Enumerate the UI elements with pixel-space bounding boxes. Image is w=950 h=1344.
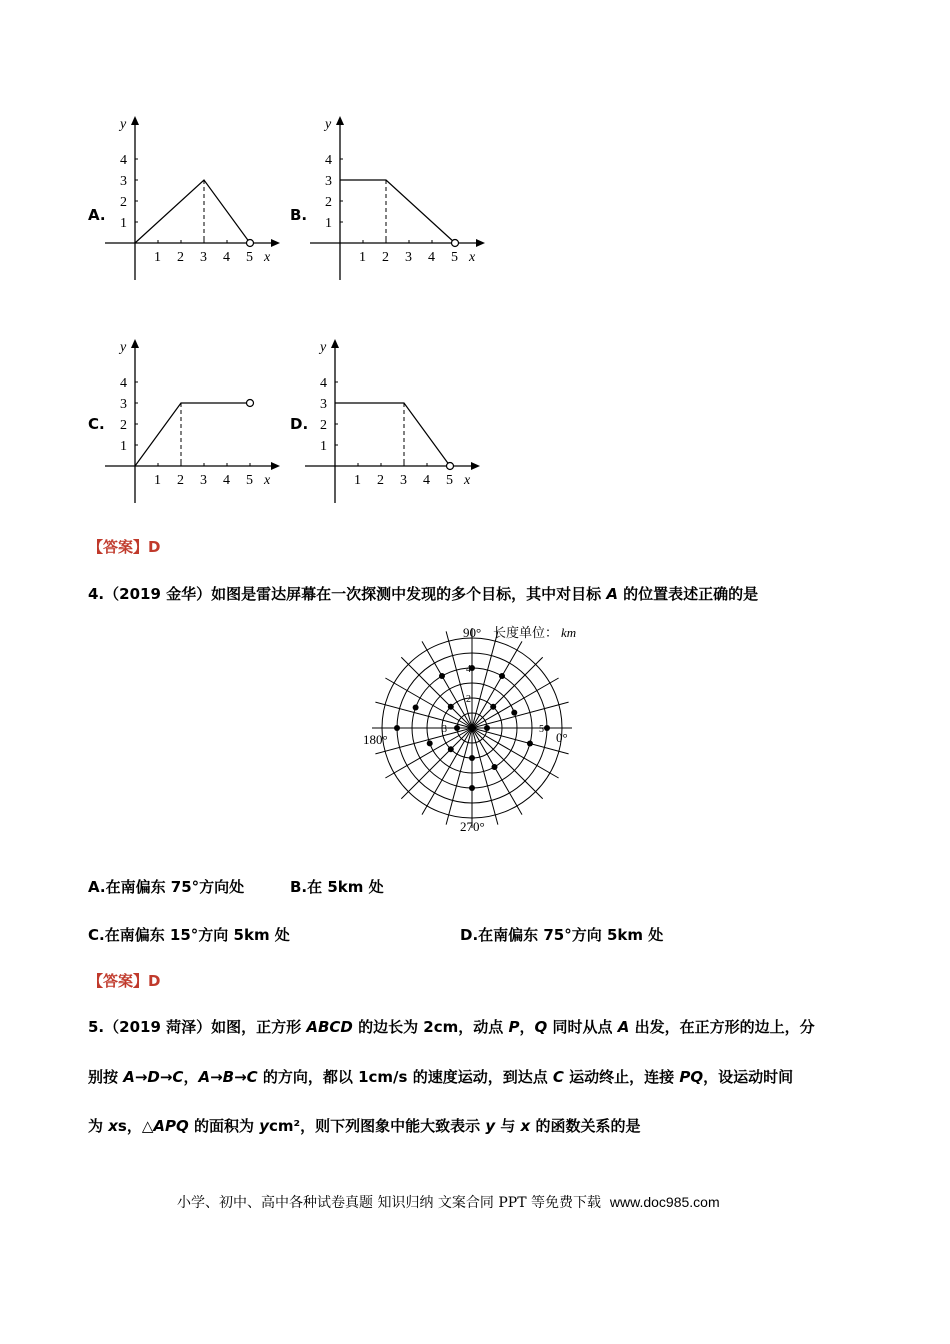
choice-d: D.在南偏东 75°方向 5km 处: [460, 926, 664, 944]
footer-text: 小学、初中、高中各种试卷真题 知识归纳 文案合同 PPT 等免费下载: [177, 1195, 601, 1211]
radar-ray: [375, 702, 472, 728]
radar-ray: [472, 657, 543, 728]
y-tick-label: 4: [120, 376, 127, 391]
option-a-label: A.: [88, 206, 106, 224]
radar-ray: [375, 728, 472, 754]
radar-ray: [472, 702, 569, 728]
footer-url[interactable]: www.doc985.com: [609, 1194, 720, 1210]
y-tick-label: 2: [120, 418, 127, 433]
radar-target: [544, 725, 550, 731]
radar-label-unit: 长度单位：: [493, 625, 559, 640]
radar-target: [454, 725, 460, 731]
question-5-line-2: 别按 A→D→C，A→B→C 的方向，都以 1cm/s 的速度运动，到达点 C 运动终止，连接 PQ，设运动时间: [88, 1068, 794, 1086]
x-tick-label: 2: [382, 250, 389, 265]
x-tick-label: 4: [428, 250, 435, 265]
y-tick-label: 3: [120, 174, 127, 189]
radar-ring-label: 4: [466, 664, 471, 675]
radar-ray: [472, 728, 543, 799]
y-tick-label: 1: [320, 439, 327, 454]
choice-a: A.在南偏东 75°方向处: [88, 878, 245, 896]
graph-option-b: [305, 110, 495, 289]
y-tick-label: 3: [320, 397, 327, 412]
y-axis-arrow: [336, 116, 344, 125]
graph-option-c: [100, 333, 290, 512]
x-tick-label: 1: [154, 473, 161, 488]
x-tick-label: 1: [154, 250, 161, 265]
y-axis-arrow: [131, 116, 139, 125]
y-tick-label: 1: [120, 439, 127, 454]
radar-target: [492, 764, 498, 770]
open-endpoint: [247, 400, 254, 407]
x-tick-label: 2: [177, 250, 184, 265]
radar-target: [427, 740, 433, 746]
y-tick-label: 1: [120, 216, 127, 231]
radar-label-180: 180°: [363, 732, 388, 747]
radar-ring-label: 5: [539, 724, 544, 735]
x-axis-name: x: [264, 250, 271, 265]
radar-ray: [422, 641, 472, 728]
y-axis-name: y: [325, 117, 332, 132]
x-tick-label: 1: [359, 250, 366, 265]
open-endpoint: [247, 240, 254, 247]
y-tick-label: 2: [120, 195, 127, 210]
radar-target: [499, 673, 505, 679]
radar-target: [448, 704, 454, 710]
x-axis-name: x: [464, 473, 471, 488]
radar-ray: [401, 657, 472, 728]
x-tick-label: 4: [223, 250, 230, 265]
question-4-text: 4.（2019 金华）如图是雷达屏幕在一次探测中发现的多个目标，其中对目标 A 的位置表述正确的是: [88, 585, 759, 603]
function-line: [135, 180, 250, 243]
y-axis-name: y: [320, 340, 327, 355]
y-tick-label: 1: [325, 216, 332, 231]
x-tick-label: 3: [405, 250, 412, 265]
x-tick-label: 5: [446, 473, 453, 488]
function-line: [335, 403, 450, 466]
radar-ring-label: 3: [442, 724, 447, 735]
radar-label-0: 0°: [556, 730, 568, 745]
radar-target: [469, 785, 475, 791]
x-tick-label: 4: [223, 473, 230, 488]
option-c-label: C.: [88, 415, 105, 433]
x-tick-label: 4: [423, 473, 430, 488]
radar-target: [448, 746, 454, 752]
graph-option-d: [300, 333, 490, 512]
open-endpoint: [447, 463, 454, 470]
x-tick-label: 5: [246, 473, 253, 488]
answer-line: 【答案】D: [88, 538, 161, 556]
option-b-label: B.: [290, 206, 308, 224]
y-tick-label: 4: [120, 153, 127, 168]
radar-ray: [472, 728, 569, 754]
radar-ray: [385, 728, 472, 778]
x-tick-label: 2: [177, 473, 184, 488]
radar-ray: [401, 728, 472, 799]
y-axis-name: y: [120, 117, 127, 132]
function-line: [340, 180, 455, 243]
radar-ray: [472, 728, 559, 778]
radar-ray: [446, 728, 472, 825]
question-5-line-1: 5.（2019 菏泽）如图，正方形 ABCD 的边长为 2cm，动点 P，Q 同时从点 A 出发，在正方形的边上，分: [88, 1018, 815, 1036]
x-axis-name: x: [469, 250, 476, 265]
choice-b: B.在 5km 处: [290, 878, 384, 896]
x-tick-label: 3: [200, 250, 207, 265]
radar-target: [413, 704, 419, 710]
x-axis-arrow: [271, 462, 280, 470]
y-tick-label: 3: [325, 174, 332, 189]
radar-target: [439, 673, 445, 679]
radar-target: [469, 755, 475, 761]
x-axis-arrow: [476, 239, 485, 247]
x-tick-label: 3: [400, 473, 407, 488]
x-axis-arrow: [271, 239, 280, 247]
radar-ray: [472, 631, 498, 728]
graph-option-a: [100, 110, 290, 289]
y-tick-label: 3: [120, 397, 127, 412]
answer-line-2: 【答案】D: [88, 972, 161, 990]
x-axis-arrow: [471, 462, 480, 470]
x-tick-label: 3: [200, 473, 207, 488]
y-tick-label: 4: [325, 153, 332, 168]
x-axis-name: x: [264, 473, 271, 488]
radar-ray: [446, 631, 472, 728]
x-tick-label: 1: [354, 473, 361, 488]
footer: [177, 1192, 720, 1212]
radar-label-90: 90°: [463, 625, 482, 640]
radar-target: [484, 725, 490, 731]
radar-figure: [355, 618, 595, 843]
radar-label-270: 270°: [460, 819, 485, 834]
radar-ray: [472, 728, 498, 825]
option-d-label: D.: [290, 415, 309, 433]
x-tick-label: 5: [451, 250, 458, 265]
radar-ring-label: 2: [466, 694, 471, 705]
y-tick-label: 4: [320, 376, 327, 391]
y-axis-name: y: [120, 340, 127, 355]
radar-target: [394, 725, 400, 731]
y-axis-arrow: [131, 339, 139, 348]
radar-ray: [472, 678, 559, 728]
radar-target: [527, 741, 533, 747]
y-axis-arrow: [331, 339, 339, 348]
choice-c: C.在南偏东 15°方向 5km 处: [88, 926, 290, 944]
function-line: [135, 403, 250, 466]
open-endpoint: [452, 240, 459, 247]
x-tick-label: 5: [246, 250, 253, 265]
radar-target: [490, 704, 496, 710]
radar-ray: [385, 678, 472, 728]
radar-ray: [472, 728, 522, 815]
x-tick-label: 2: [377, 473, 384, 488]
radar-label-unit-km: km: [561, 625, 577, 640]
y-tick-label: 2: [320, 418, 327, 433]
question-5-line-3: 为 xs，△APQ 的面积为 ycm²，则下列图象中能大致表示 y 与 x 的函数关系的是: [88, 1117, 641, 1135]
y-tick-label: 2: [325, 195, 332, 210]
radar-target: [511, 710, 517, 716]
